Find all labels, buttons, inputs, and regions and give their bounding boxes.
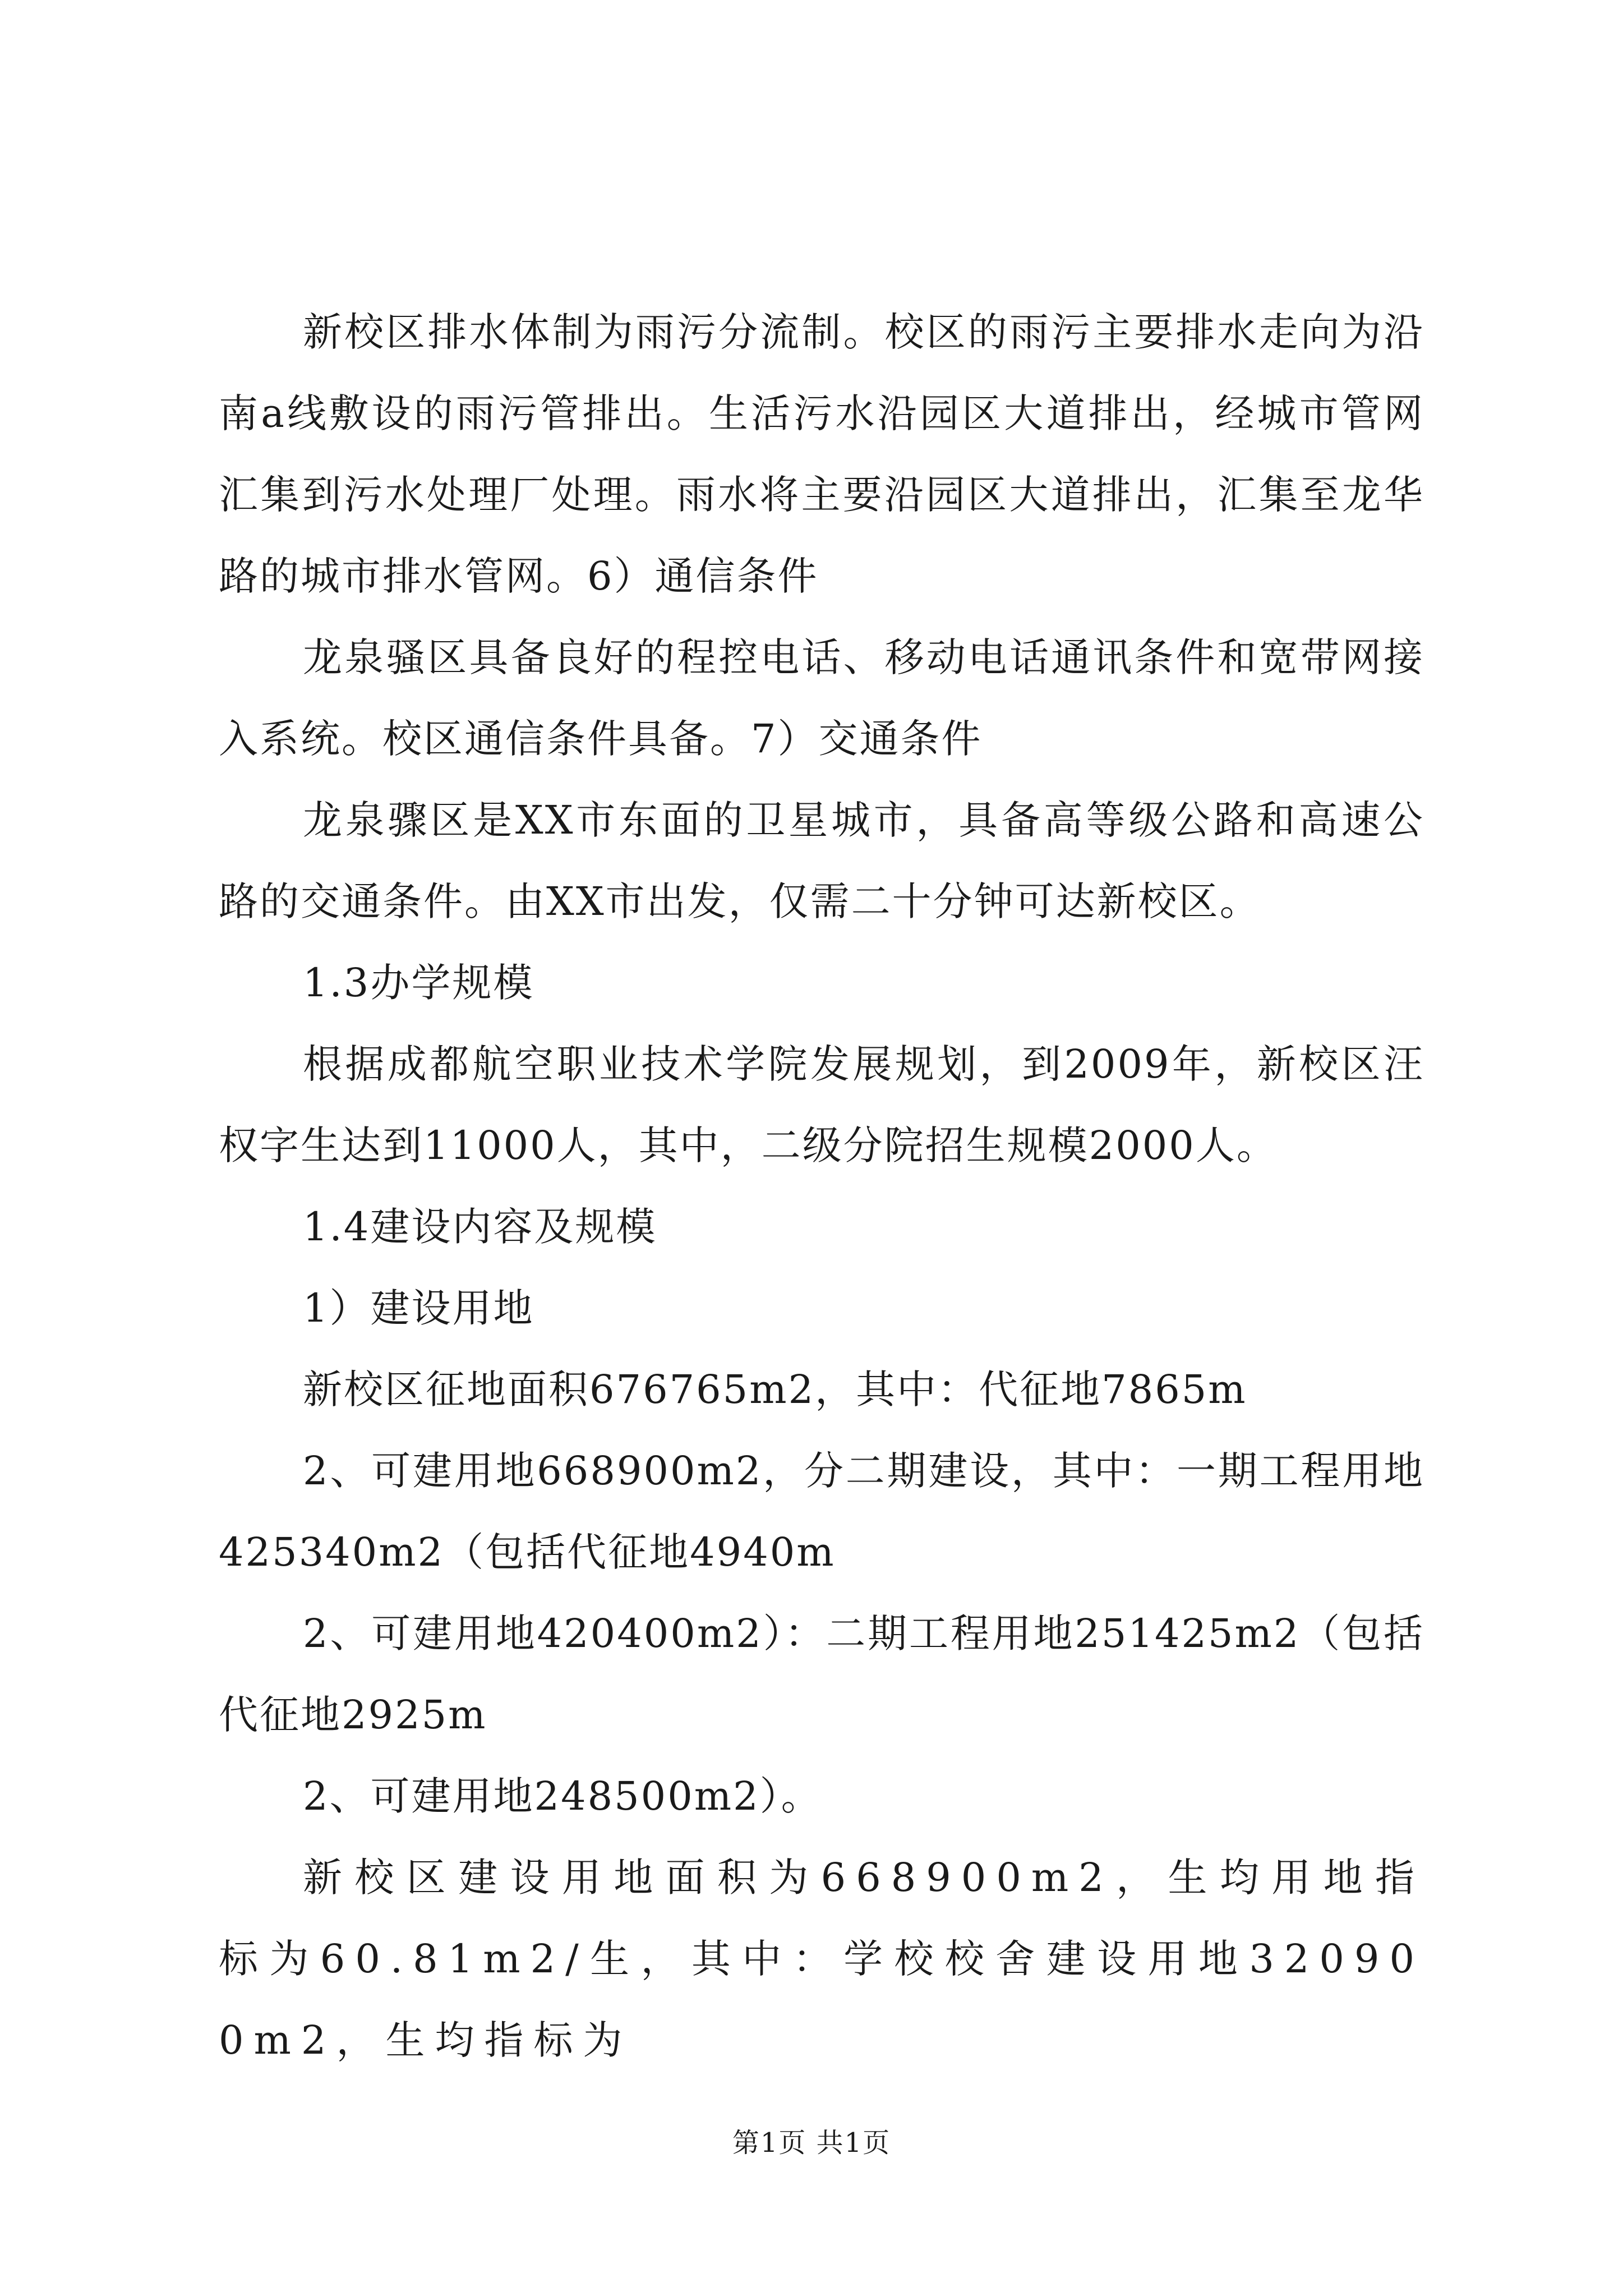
paragraph-land-index: 新校区建设用地面积为668900m2，生均用地指标为60.81m2/生，其中：学校校舍建设用地320900m2，生均指标为: [219, 1855, 1424, 2063]
paragraph-buildable-land-total: 2、可建用地248500m2）。: [303, 1773, 822, 1819]
paragraph-buildable-land-phase1: 2、可建用地668900m2，分二期建设，其中：一期工程用地425340m2（包括代征地4940m: [219, 1448, 1424, 1575]
section-heading-construction: 1.4建设内容及规模: [303, 1204, 657, 1250]
paragraph-school-scale: 根据成都航空职业技术学院发展规划，到2009年，新校区汪权字生达到11000人，其中，二级分院招生规模2000人。: [219, 1041, 1424, 1168]
paragraph-transport: 龙泉骤区是XX市东面的卫星城市，具备高等级公路和高速公路的交通条件。由XX市出发，仅需二十分钟可达新校区。: [219, 797, 1424, 924]
section-heading-school-scale: 1.3办学规模: [303, 960, 534, 1006]
document-body: [219, 292, 1424, 2081]
paragraph-land-area: 新校区征地面积676765m2，其中：代征地7865m: [303, 1366, 1247, 1412]
paragraph-buildable-land-phase2: 2、可建用地420400m2）：二期工程用地251425m2（包括代征地2925m: [219, 1611, 1424, 1738]
paragraph-communication: 龙泉骚区具备良好的程控电话、移动电话通讯条件和宽带网接入系统。校区通信条件具备。7）交通条件: [219, 634, 1424, 762]
subheading-construction-land: 1）建设用地: [303, 1285, 534, 1331]
page-number-footer: 第1页 共1页: [732, 2127, 891, 2159]
paragraph-drainage: 新校区排水体制为雨污分流制。校区的雨污主要排水走向为沿南a线敷设的雨污管排出。生活污水沿园区大道排出，经城市管网汇集到污水处理厂处理。雨水将主要沿园区大道排出，汇集至龙华路的城市排水管网。6）通信条件: [219, 309, 1424, 599]
